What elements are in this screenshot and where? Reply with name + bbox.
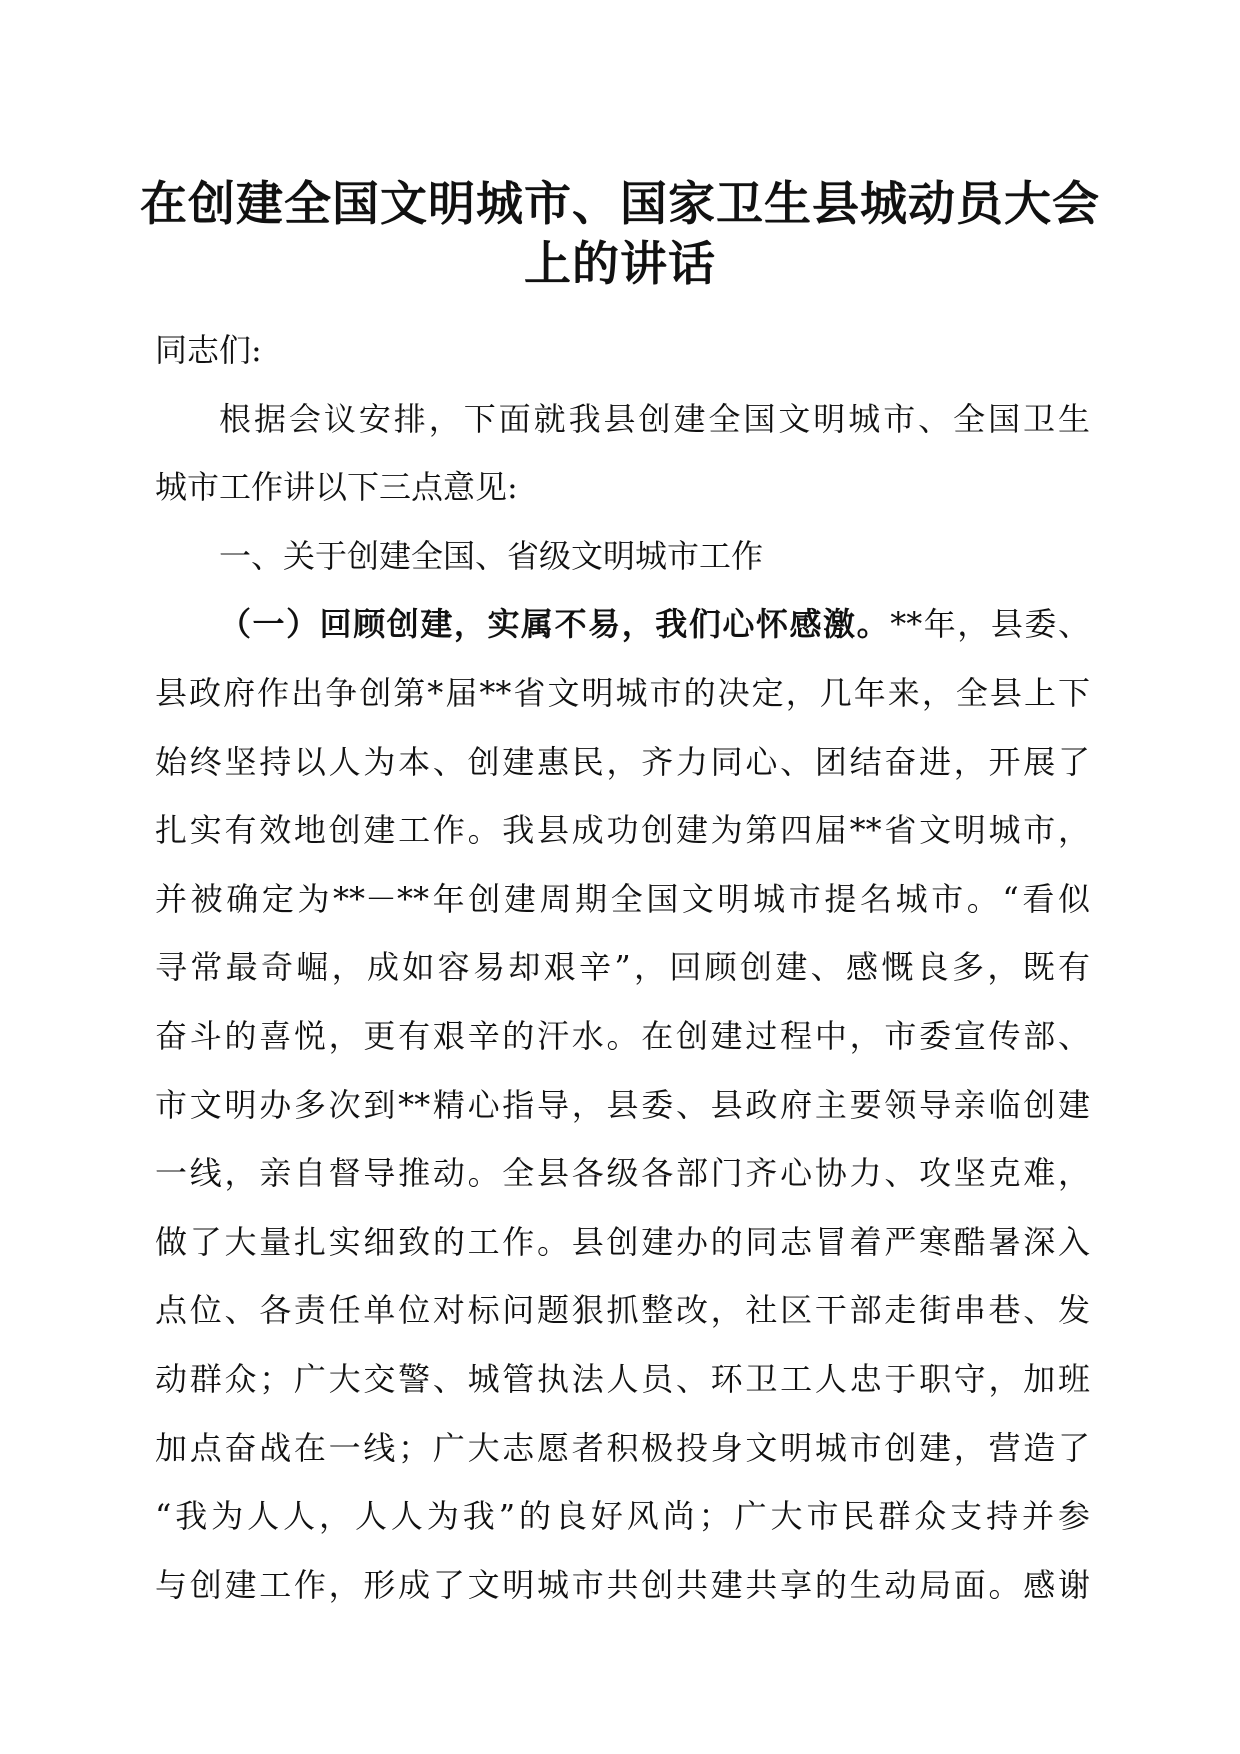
paragraph-line: 做了大量扎实细致的工作。县创建办的同志冒着严寒酷暑深入 [155, 1222, 1090, 1261]
paragraph-line: 市文明办多次到**精心指导，县委、县政府主要领导亲临创建 [155, 1085, 1090, 1124]
subsection-paragraph [155, 590, 1090, 1619]
paragraph-line: 点位、各责任单位对标问题狠抓整改，社区干部走街串巷、发 [155, 1291, 1090, 1330]
paragraph-line: 根据会议安排，下面就我县创建全国文明城市、全国卫生 [219, 399, 1090, 438]
document-title [100, 175, 1140, 295]
paragraph-line: 寻常最奇崛，成如容易却艰辛”，回顾创建、感慨良多，既有 [155, 948, 1090, 987]
paragraph-line: 与创建工作，形成了文明城市共创共建共享的生动局面。感谢 [155, 1565, 1090, 1604]
paragraph-line: 扎实有效地创建工作。我县成功创建为第四届**省文明城市， [155, 811, 1090, 850]
subsection-1-lead: （一）回顾创建，实属不易，我们心怀感激。 [219, 605, 891, 644]
paragraph-line: 县政府作出争创第*届**省文明城市的决定，几年来，全县上下 [155, 673, 1090, 712]
paragraph-line: 加点奋战在一线；广大志愿者积极投身文明城市创建，营造了 [155, 1428, 1090, 1467]
paragraph-line: 城市工作讲以下三点意见: [155, 468, 518, 507]
paragraph-line: 动群众；广大交警、城管执法人员、环卫工人忠于职守，加班 [155, 1359, 1090, 1398]
paragraph-line: 并被确定为**－**年创建周期全国文明城市提名城市。“看似 [155, 879, 1090, 918]
paragraph-line: 奋斗的喜悦，更有艰辛的汗水。在创建过程中，市委宣传部、 [155, 1016, 1090, 1055]
paragraph-line [155, 590, 1090, 659]
salutation [155, 316, 1090, 385]
subsection-1-first-line-rest: **年，县委、 [890, 605, 1090, 644]
section-heading [155, 522, 1090, 591]
salutation-text: 同志们: [155, 331, 262, 369]
paragraph-line: 始终坚持以人为本、创建惠民，齐力同心、团结奋进，开展了 [155, 742, 1090, 781]
document-body [155, 316, 1090, 1619]
paragraph-line: “我为人人，人人为我”的良好风尚；广大市民群众支持并参 [155, 1497, 1090, 1536]
title-line-2: 上的讲话 [524, 237, 716, 292]
section-1-heading: 一、关于创建全国、省级文明城市工作 [219, 536, 764, 575]
intro-paragraph [155, 385, 1090, 522]
title-line-1: 在创建全国文明城市、国家卫生县城动员大会 [140, 177, 1100, 232]
paragraph-line: 一线，亲自督导推动。全县各级各部门齐心协力、攻坚克难， [155, 1154, 1090, 1193]
